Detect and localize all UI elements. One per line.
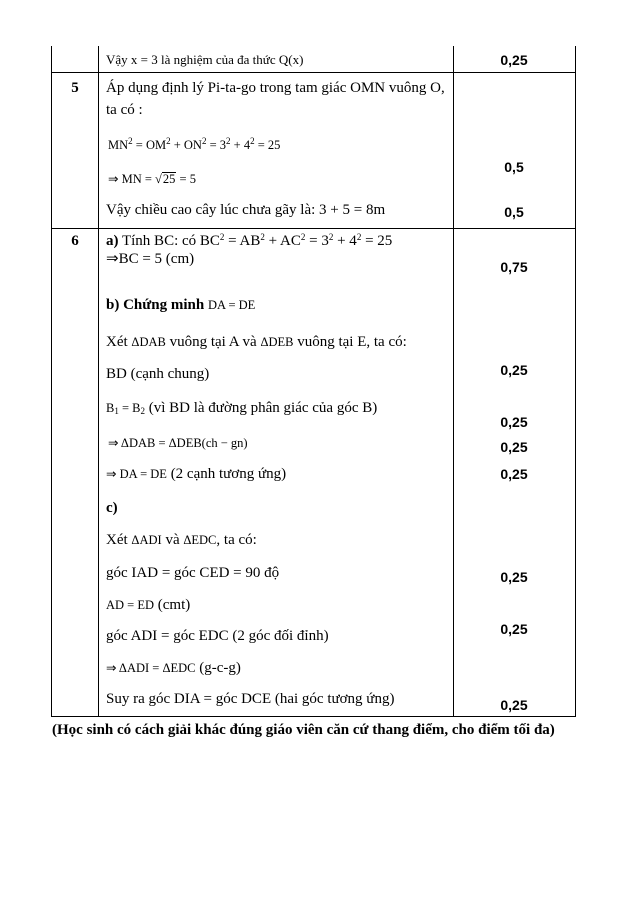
score-q6-c-3: 0,25 (500, 697, 528, 713)
q6-part-b-congruence: ⇒ ΔDAB = ΔDEB(ch − gn) (108, 436, 248, 450)
table-border-right (575, 46, 576, 717)
score-q4: 0,25 (500, 52, 528, 68)
footer-note: (Học sinh có cách giải khác đúng giáo viên căn cứ thang điểm, cho điểm tối đa) (52, 722, 555, 738)
score-q6-c-2: 0,25 (500, 621, 528, 637)
q5-pythagoras-equation: $MN^2 = OM^2 + ON^2 = 3^2 + 4^2 = 25$ (108, 136, 281, 152)
q6-part-b-angles: $B_1 = B_2$ (vì BD là đường phân giác của góc B) (106, 400, 378, 416)
q5-conclusion: Vậy chiều cao cây lúc chưa gãy là: 3 + 5 = 8m (106, 202, 386, 218)
q5-line-2: ta có : (106, 102, 143, 118)
q6-part-c-heading: c) (106, 500, 118, 516)
score-q6-b-4: 0,25 (500, 466, 528, 482)
question-number-5: 5 (71, 80, 79, 96)
q6-part-c-side: AD = ED (cmt) (106, 597, 191, 613)
q6-part-b-xet: Xét ΔDAB vuông tại A và ΔDEB vuông tại E, ta có: (106, 334, 407, 350)
score-q5-2: 0,5 (504, 204, 524, 220)
table-border-left (51, 46, 52, 717)
q6-part-a: a) Tính BC: có $BC^2 = AB^2 + AC^2 = 3^2 + 4^2 = 25$ (106, 232, 393, 249)
q6-part-c-angle-2: góc ADI = góc EDC (2 góc đối đỉnh) (106, 628, 329, 644)
q6-part-c-congruence: ⇒ ΔADI = ΔEDC (g-c-g) (106, 660, 241, 676)
table-border-bottom (51, 716, 576, 717)
score-q6-b-3: 0,25 (500, 439, 528, 455)
table-row-border (51, 228, 576, 229)
q6-part-c-xet: Xét ΔADI và ΔEDC, ta có: (106, 532, 257, 548)
q6-part-b-result: ⇒ DA = DE (2 cạnh tương ứng) (106, 466, 287, 482)
score-q6-c-1: 0,25 (500, 569, 528, 585)
q5-line-1: Áp dụng định lý Pi-ta-go trong tam giác OMN vuông O, (106, 80, 445, 96)
table-divider-score (453, 46, 454, 717)
q6-part-b-common-side: BD (cạnh chung) (106, 366, 210, 382)
conclusion-q4: Vậy x = 3 là nghiệm của đa thức Q(x) (106, 52, 304, 67)
sqrt-radicand: 25 (162, 172, 176, 186)
score-q6-b-1: 0,25 (500, 362, 528, 378)
q6-part-c-angle-1: góc IAD = góc CED = 90 độ (106, 565, 280, 581)
q5-sqrt-equation: ⇒ MN = √25 = 5 (108, 172, 196, 186)
q6-part-c-final: Suy ra góc DIA = góc DCE (hai góc tương ứng) (106, 691, 395, 707)
table-row-border (51, 72, 576, 73)
score-q6-a: 0,75 (500, 259, 528, 275)
score-q6-b-2: 0,25 (500, 414, 528, 430)
q6-part-b-heading: b) Chứng minh DA = DE (106, 297, 256, 313)
q6-part-a-result: ⇒BC = 5 (cm) (106, 251, 195, 267)
score-q5-1: 0,5 (504, 159, 524, 175)
question-number-6: 6 (71, 233, 79, 249)
table-divider-number (98, 46, 99, 717)
